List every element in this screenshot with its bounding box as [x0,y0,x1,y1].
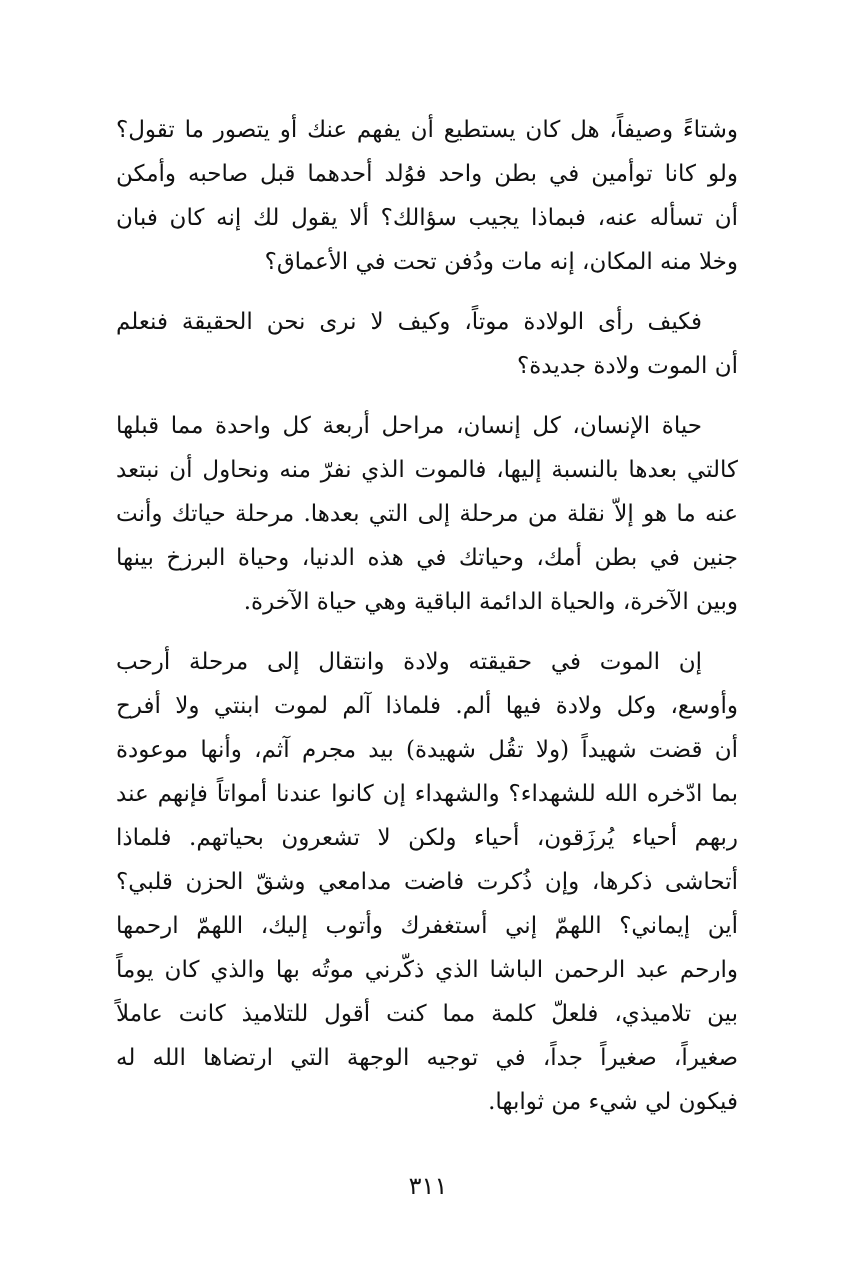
text-line: أن تسأله عنه، فبماذا يجيب سؤالك؟ ألا يقول لك إنه كان فبان [116,205,738,231]
text-line: صغيراً، صغيراً جداً، في توجيه الوجهة التي ارتضاها الله له [116,1045,738,1071]
text-line: بين تلاميذي، فلعلّ كلمة مما كنت أقول للتلاميذ كانت عاملاً [116,1001,738,1027]
text-line: عنه ما هو إلاّ نقلة من مرحلة إلى التي بعدها. مرحلة حياتك وأنت [116,501,738,527]
paragraph-4 [116,640,738,1124]
text-line: أتحاشى ذكرها، وإن ذُكرت فاضت مدامعي وشقّ الحزن قلبي؟ [116,869,738,895]
text-line: ولو كانا توأمين في بطن واحد فوُلد أحدهما قبل صاحبه وأمكن [116,161,738,187]
text-line: حياة الإنسان، كل إنسان، مراحل أربعة كل واحدة مما قبلها [116,413,702,439]
text-line: أن قضت شهيداً (ولا تقُل شهيدة) بيد مجرم آثم، وأنها موعودة [116,737,738,763]
text-line: وبين الآخرة، والحياة الدائمة الباقية وهي حياة الآخرة. [243,589,738,615]
text-line: وأوسع، وكل ولادة فيها ألم. فلماذا آلم لموت ابنتي ولا أفرح [116,693,738,719]
paragraph-3 [116,404,738,624]
text-line: فيكون لي شيء من ثوابها. [488,1089,738,1115]
text-line: فكيف رأى الولادة موتاً، وكيف لا نرى نحن الحقيقة فنعلم [116,309,702,335]
text-line: جنين في بطن أمك، وحياتك في هذه الدنيا، وحياة البرزخ بينها [116,545,738,571]
text-line: أين إيماني؟ اللهمّ إني أستغفرك وأتوب إليك، اللهمّ ارحمها [116,913,738,939]
text-line: وارحم عبد الرحمن الباشا الذي ذكّرني موتُه بها والذي كان يوماً [116,957,738,983]
text-line: وشتاءً وصيفاً، هل كان يستطيع أن يفهم عنك أو يتصور ما تقول؟ [116,117,738,143]
text-line: ربهم أحياء يُرزَقون، أحياء ولكن لا تشعرون بحياتهم. فلماذا [116,825,738,851]
paragraph-1 [116,108,738,284]
paragraph-2 [116,300,738,388]
page-number: ٣١١ [408,1172,448,1200]
text-line: أن الموت ولادة جديدة؟ [517,353,738,379]
text-line: وخلا منه المكان، إنه مات ودُفن تحت في الأعماق؟ [264,249,738,275]
text-line: بما ادّخره الله للشهداء؟ والشهداء إن كانوا عندنا أمواتاً فإنهم عند [116,781,738,807]
text-line: كالتي بعدها بالنسبة إليها، فالموت الذي نفرّ منه ونحاول أن نبتعد [116,457,738,483]
body-text [116,108,738,1140]
text-line: إن الموت في حقيقته ولادة وانتقال إلى مرحلة أرحب [116,649,702,675]
